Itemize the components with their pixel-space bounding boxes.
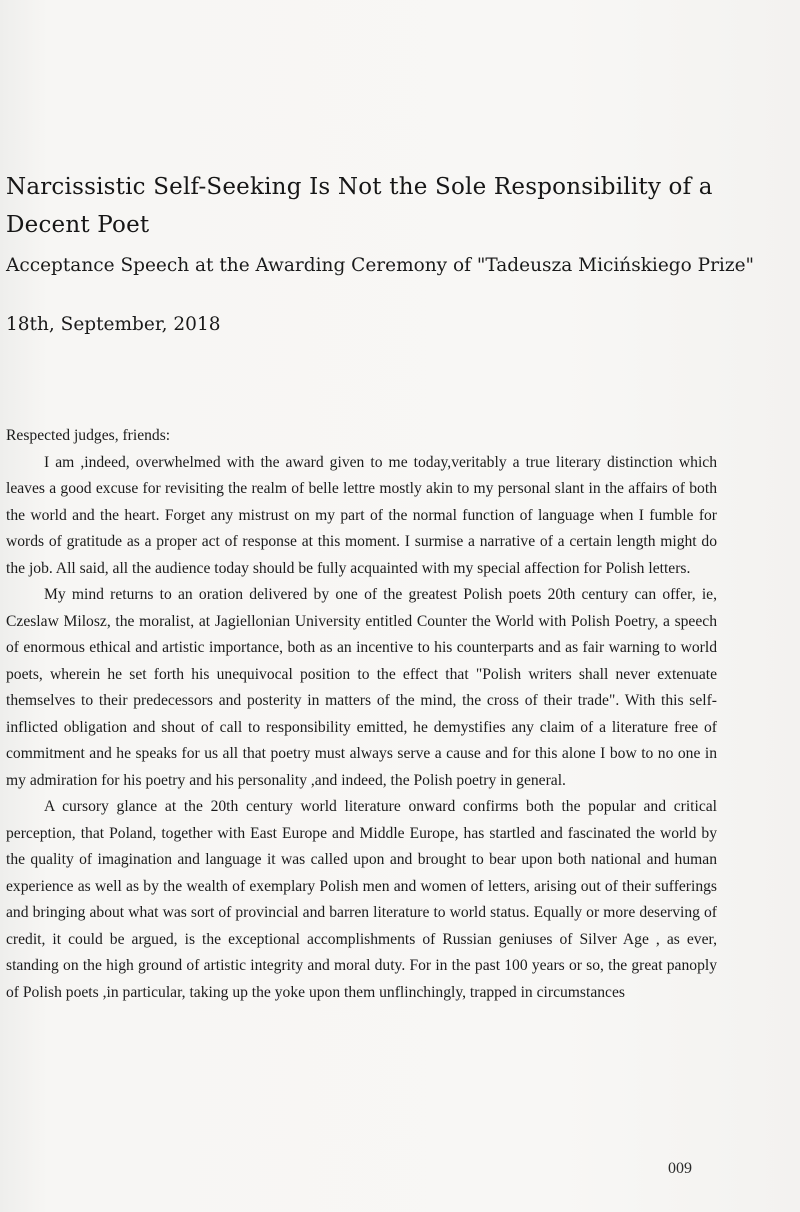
- speech-date: 18th, September, 2018: [6, 314, 221, 335]
- page-subtitle: Acceptance Speech at the Awarding Ceremony of "Tadeusza Micińskiego Prize": [6, 255, 755, 276]
- body-paragraph: I am ,indeed, overwhelmed with the award given to me today,veritably a true literary distinction which leaves a good excuse for revisiting the realm of belle lettre mostly akin to my personal slant in the affairs of both the world and the heart. Forget any mistrust on my part of the normal function of language when I fumble for words of gratitude as a proper act of response at this moment. I surmise a narrative of a certain length might do the job. All said, all the audience today should be fully acquainted with my special affection for Polish letters.: [6, 453, 717, 577]
- page-title: Narcissistic Self-Seeking Is Not the Sole Responsibility of a Decent Poet: [6, 174, 713, 238]
- salutation: Respected judges, friends:: [6, 427, 171, 444]
- page-number: 009: [668, 1160, 692, 1177]
- speech-body: [6, 423, 717, 1006]
- body-paragraph: A cursory glance at the 20th century world literature onward confirms both the popular and critical perception, that Poland, together with East Europe and Middle Europe, has startled and fascinated the world by the quality of imagination and language it was called upon and brought to bear upon both national and human experience as well as by the wealth of exemplary Polish men and women of letters, arising out of their sufferings and bringing about what was sort of provincial and barren literature to world status. Equally or more deserving of credit, it could be argued, is the exceptional accomplishments of Russian geniuses of Silver Age , as ever, standing on the high ground of artistic integrity and moral duty. For in the past 100 years or so, the great panoply of Polish poets ,in particular, taking up the yoke upon them unflinchingly, trapped in circumstances: [6, 798, 717, 1001]
- body-paragraph: My mind returns to an oration delivered by one of the greatest Polish poets 20th century can offer, ie, Czeslaw Milosz, the moralist, at Jagiellonian University entitled Counter the World with Polish Poetry, a speech of enormous ethical and artistic importance, both as an incentive to his counterparts and as fair warning to world poets, wherein he set forth his unequivocal position to the effect that "Polish writers shall never extenuate themselves to their predecessors and posterity in matters of the mind, the cross of their trade". With this self-inflicted obligation and shout of call to responsibility emitted, he demystifies any claim of a literature free of commitment and he speaks for us all that poetry must always serve a cause and for this alone I bow to no one in my admiration for his poetry and his personality ,and indeed, the Polish poetry in general.: [6, 586, 717, 789]
